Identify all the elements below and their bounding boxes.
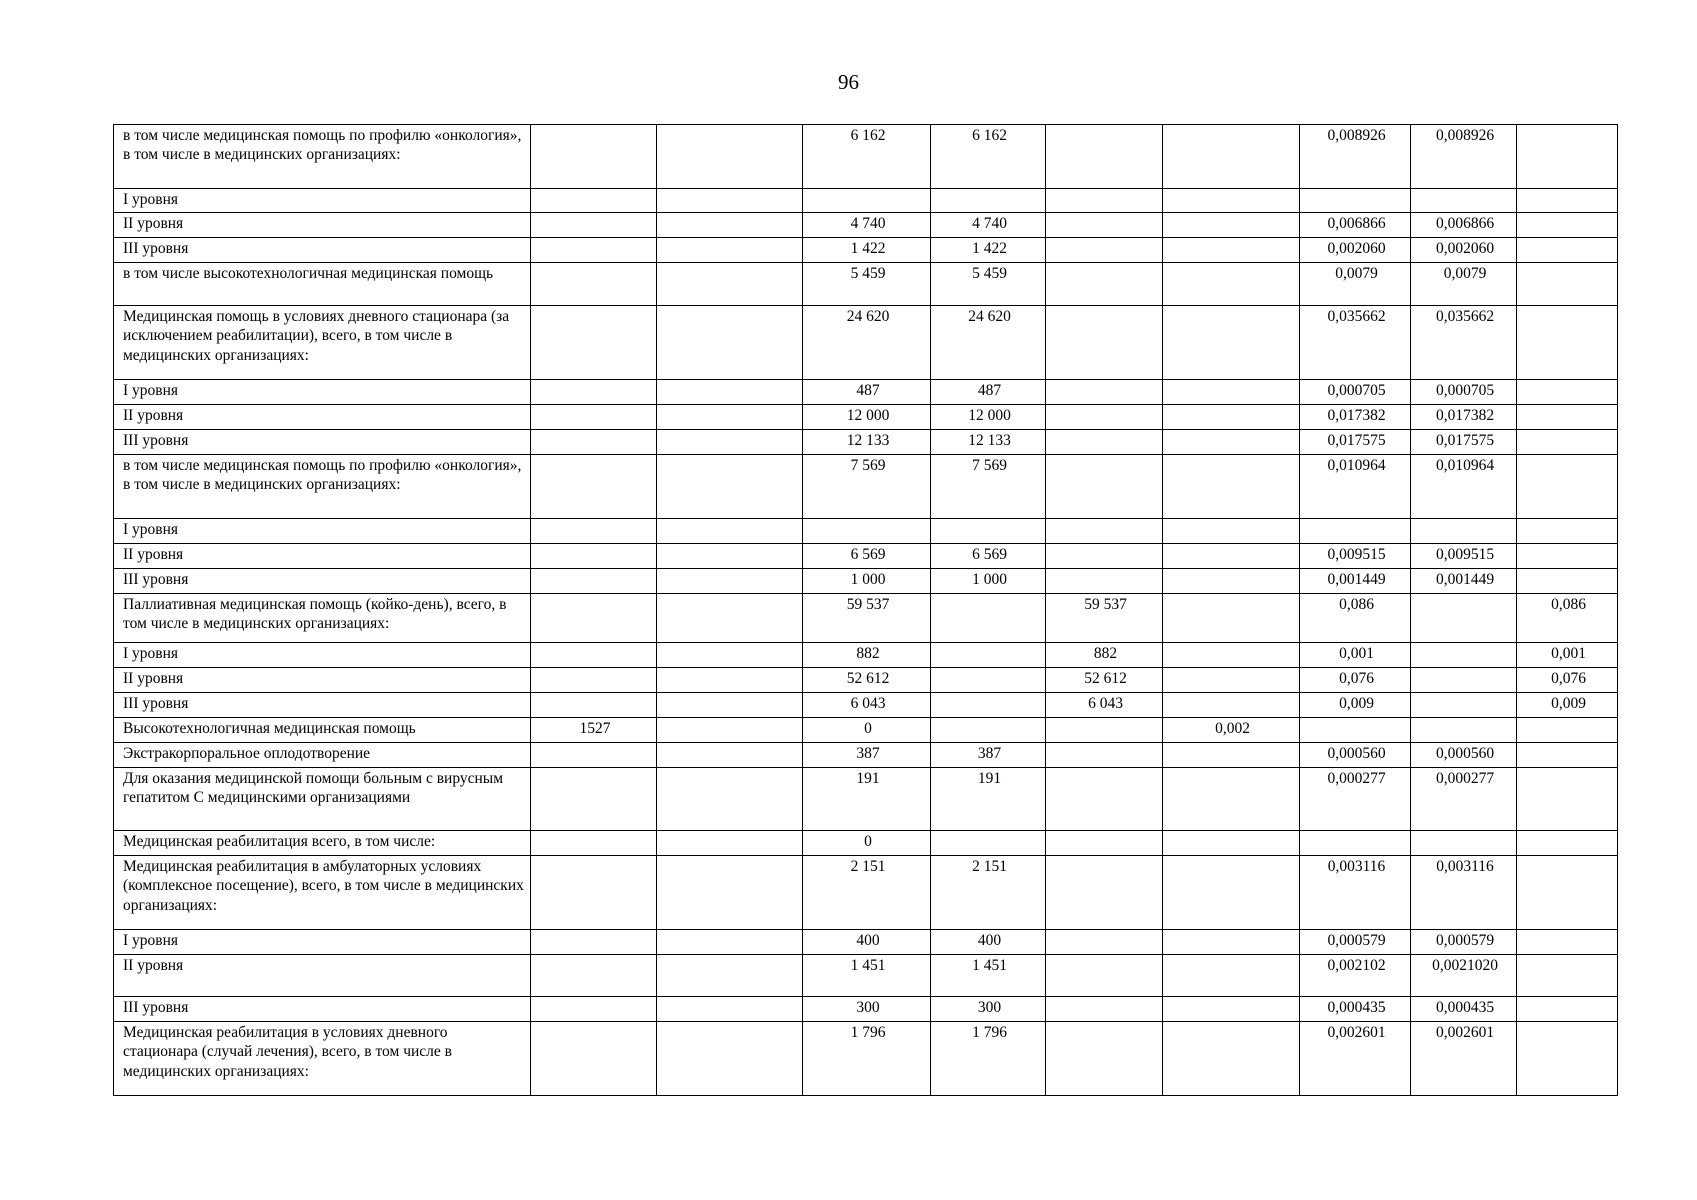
table-cell: 0,001 — [1300, 643, 1411, 668]
table-cell — [1046, 955, 1163, 997]
table-cell: 4 740 — [803, 213, 931, 238]
table-cell — [1517, 743, 1618, 768]
table-cell: 1 000 — [931, 569, 1046, 594]
table-cell — [531, 430, 657, 455]
table-cell — [531, 125, 657, 189]
table-cell: 0 — [803, 831, 931, 856]
table-cell: 400 — [931, 930, 1046, 955]
table-cell — [657, 955, 803, 997]
table-cell — [1163, 997, 1300, 1022]
table-cell — [1163, 544, 1300, 569]
table-cell — [1411, 189, 1517, 213]
table-cell: 2 151 — [803, 856, 931, 930]
table-cell — [1163, 306, 1300, 380]
table-cell — [657, 856, 803, 930]
row-label: I уровня — [114, 930, 531, 955]
table-row — [114, 693, 1618, 718]
table-cell — [1517, 569, 1618, 594]
table-cell — [1046, 831, 1163, 856]
table-cell — [1163, 955, 1300, 997]
row-label: III уровня — [114, 997, 531, 1022]
table-cell — [931, 831, 1046, 856]
table-cell — [1517, 405, 1618, 430]
table-cell — [1517, 238, 1618, 263]
table-row — [114, 668, 1618, 693]
table-cell: 882 — [1046, 643, 1163, 668]
table-row — [114, 569, 1618, 594]
table-cell — [1163, 856, 1300, 930]
table-cell — [931, 718, 1046, 743]
table-cell — [1517, 430, 1618, 455]
table-cell: 6 043 — [803, 693, 931, 718]
page-number: 96 — [838, 70, 859, 94]
row-label: Паллиативная медицинская помощь (койко-день), всего, в том числе в медицинских организациях: — [114, 594, 531, 643]
table-cell: 0,0079 — [1300, 263, 1411, 306]
table-cell: 0,002102 — [1300, 955, 1411, 997]
table-cell — [1163, 930, 1300, 955]
table-cell — [531, 1022, 657, 1096]
table-row — [114, 643, 1618, 668]
table-cell — [531, 997, 657, 1022]
table-cell — [1046, 544, 1163, 569]
table-cell: 0,000579 — [1300, 930, 1411, 955]
table-cell: 0,002060 — [1300, 238, 1411, 263]
table-row — [114, 213, 1618, 238]
table-cell — [657, 125, 803, 189]
table-row — [114, 430, 1618, 455]
row-label: III уровня — [114, 430, 531, 455]
table-cell: 0,000277 — [1300, 768, 1411, 831]
table-cell: 0,000277 — [1411, 768, 1517, 831]
table-cell: 0,076 — [1517, 668, 1618, 693]
table-row — [114, 594, 1618, 643]
table-cell: 2 151 — [931, 856, 1046, 930]
table-cell — [531, 768, 657, 831]
table-cell — [531, 743, 657, 768]
row-label: Для оказания медицинской помощи больным с вирусным гепатитом С медицинскими организациями — [114, 768, 531, 831]
table-row — [114, 768, 1618, 831]
table-cell — [1046, 380, 1163, 405]
table-cell — [1046, 569, 1163, 594]
table-cell — [531, 405, 657, 430]
table-cell — [1163, 455, 1300, 519]
table-cell — [657, 405, 803, 430]
table-cell — [531, 213, 657, 238]
table-cell — [1517, 213, 1618, 238]
table-row — [114, 519, 1618, 544]
table-cell — [1517, 380, 1618, 405]
table-cell — [1517, 718, 1618, 743]
row-label: I уровня — [114, 519, 531, 544]
table-cell: 0,009 — [1300, 693, 1411, 718]
table-cell: 0,002060 — [1411, 238, 1517, 263]
table-row — [114, 718, 1618, 743]
table-cell — [1046, 405, 1163, 430]
table-cell — [1163, 569, 1300, 594]
table-cell: 12 000 — [931, 405, 1046, 430]
table-cell: 6 569 — [931, 544, 1046, 569]
table-cell — [531, 455, 657, 519]
table-cell: 0,010964 — [1411, 455, 1517, 519]
table-cell: 0,017382 — [1300, 405, 1411, 430]
table-cell: 0,0021020 — [1411, 955, 1517, 997]
table-cell — [1046, 430, 1163, 455]
row-label: Высокотехнологичная медицинская помощь — [114, 718, 531, 743]
table-cell: 300 — [803, 997, 931, 1022]
table-cell: 0,035662 — [1300, 306, 1411, 380]
table-cell — [531, 668, 657, 693]
table-cell — [657, 306, 803, 380]
table-cell: 0,001 — [1517, 643, 1618, 668]
table-cell: 0,002 — [1163, 718, 1300, 743]
table-cell — [657, 238, 803, 263]
table-cell — [1163, 189, 1300, 213]
table-cell: 0,000579 — [1411, 930, 1517, 955]
table-cell: 59 537 — [803, 594, 931, 643]
table-cell — [657, 189, 803, 213]
table-cell: 0,008926 — [1300, 125, 1411, 189]
table-cell — [1163, 743, 1300, 768]
table-row — [114, 405, 1618, 430]
table-cell — [531, 238, 657, 263]
row-label: Медицинская реабилитация в условиях дневного стационара (случай лечения), всего, в том числе в медицинских организациях: — [114, 1022, 531, 1096]
table-cell — [1046, 997, 1163, 1022]
table-row — [114, 955, 1618, 997]
table-cell — [657, 743, 803, 768]
table-cell — [1046, 856, 1163, 930]
table-cell — [531, 955, 657, 997]
table-cell — [531, 856, 657, 930]
table-cell: 0,006866 — [1411, 213, 1517, 238]
table-cell — [1517, 544, 1618, 569]
row-label: в том числе высокотехнологичная медицинская помощь — [114, 263, 531, 306]
table-cell: 24 620 — [931, 306, 1046, 380]
table-cell: 0,086 — [1517, 594, 1618, 643]
row-label: I уровня — [114, 380, 531, 405]
table-cell: 0,0079 — [1411, 263, 1517, 306]
table-cell — [1163, 238, 1300, 263]
table-cell: 1 796 — [931, 1022, 1046, 1096]
row-label: в том числе медицинская помощь по профилю «онкология», в том числе в медицинских организациях: — [114, 125, 531, 189]
table-row — [114, 1022, 1618, 1096]
table-cell — [1517, 955, 1618, 997]
table-row — [114, 544, 1618, 569]
table-cell — [1046, 189, 1163, 213]
table-cell — [657, 693, 803, 718]
table-cell: 0,003116 — [1411, 856, 1517, 930]
table-cell: 0,002601 — [1300, 1022, 1411, 1096]
table-row — [114, 831, 1618, 856]
table-cell: 0,086 — [1300, 594, 1411, 643]
table-cell — [657, 668, 803, 693]
data-table — [113, 124, 1618, 1096]
table-cell — [531, 569, 657, 594]
row-label: III уровня — [114, 238, 531, 263]
table-cell: 1527 — [531, 718, 657, 743]
table-cell: 0,003116 — [1300, 856, 1411, 930]
table-cell — [657, 718, 803, 743]
table-cell — [1163, 594, 1300, 643]
row-label: II уровня — [114, 405, 531, 430]
table-cell: 6 569 — [803, 544, 931, 569]
table-cell: 0,009515 — [1300, 544, 1411, 569]
row-label: Медицинская помощь в условиях дневного стационара (за исключением реабилитации), всего, в том числе в медицинских организациях: — [114, 306, 531, 380]
table-cell — [1163, 668, 1300, 693]
table-cell — [1411, 643, 1517, 668]
row-label: Медицинская реабилитация всего, в том числе: — [114, 831, 531, 856]
table-cell — [1163, 831, 1300, 856]
table-row — [114, 306, 1618, 380]
table-cell — [657, 831, 803, 856]
table-cell — [1517, 930, 1618, 955]
table-row — [114, 189, 1618, 213]
table-cell — [1163, 405, 1300, 430]
table-cell — [657, 569, 803, 594]
table-cell — [657, 213, 803, 238]
table-cell — [1517, 455, 1618, 519]
table-cell: 0,009 — [1517, 693, 1618, 718]
table-cell: 6 162 — [803, 125, 931, 189]
table-cell — [1046, 519, 1163, 544]
table-cell — [1163, 213, 1300, 238]
table-cell — [1517, 519, 1618, 544]
table-cell: 7 569 — [803, 455, 931, 519]
table-cell — [531, 544, 657, 569]
table-row — [114, 380, 1618, 405]
table-cell: 0,000435 — [1411, 997, 1517, 1022]
table-cell — [531, 930, 657, 955]
table-cell — [803, 189, 931, 213]
table-cell — [1046, 125, 1163, 189]
row-label: I уровня — [114, 189, 531, 213]
table-cell: 0,000435 — [1300, 997, 1411, 1022]
table-cell: 0,017575 — [1300, 430, 1411, 455]
table-cell — [531, 189, 657, 213]
table-cell: 6 043 — [1046, 693, 1163, 718]
row-label: II уровня — [114, 955, 531, 997]
table-cell — [1517, 1022, 1618, 1096]
table-cell: 0,076 — [1300, 668, 1411, 693]
table-row — [114, 930, 1618, 955]
table-cell: 12 133 — [803, 430, 931, 455]
table-cell — [1517, 125, 1618, 189]
table-row — [114, 455, 1618, 519]
table-cell: 882 — [803, 643, 931, 668]
row-label: в том числе медицинская помощь по профилю «онкология», в том числе в медицинских организациях: — [114, 455, 531, 519]
row-label: I уровня — [114, 643, 531, 668]
table-cell: 0,000560 — [1300, 743, 1411, 768]
table-cell: 6 162 — [931, 125, 1046, 189]
table-cell — [531, 306, 657, 380]
table-cell — [1411, 594, 1517, 643]
table-cell — [1517, 263, 1618, 306]
table-cell — [931, 643, 1046, 668]
table-cell — [1411, 668, 1517, 693]
table-cell — [1300, 189, 1411, 213]
table-cell — [1046, 718, 1163, 743]
table-cell — [1300, 519, 1411, 544]
table-cell: 487 — [931, 380, 1046, 405]
row-label: II уровня — [114, 668, 531, 693]
table-cell — [1300, 718, 1411, 743]
table-cell — [531, 693, 657, 718]
table-cell — [803, 519, 931, 544]
table-cell: 5 459 — [931, 263, 1046, 306]
table-row — [114, 856, 1618, 930]
table-cell — [1517, 768, 1618, 831]
table-cell — [1046, 930, 1163, 955]
table-cell: 0,008926 — [1411, 125, 1517, 189]
table-cell — [1046, 213, 1163, 238]
table-cell — [531, 594, 657, 643]
table-row — [114, 743, 1618, 768]
table-cell: 52 612 — [803, 668, 931, 693]
table-cell — [1163, 693, 1300, 718]
table-cell: 5 459 — [803, 263, 931, 306]
table-body — [114, 125, 1618, 1096]
table-cell — [1163, 263, 1300, 306]
table-cell — [1163, 380, 1300, 405]
table-row — [114, 125, 1618, 189]
table-cell: 0,010964 — [1300, 455, 1411, 519]
table-cell: 387 — [931, 743, 1046, 768]
table-cell — [1046, 768, 1163, 831]
table-cell — [657, 544, 803, 569]
table-cell — [657, 768, 803, 831]
table-cell: 0,001449 — [1300, 569, 1411, 594]
table-cell — [1163, 643, 1300, 668]
table-cell: 0,001449 — [1411, 569, 1517, 594]
table-cell: 1 451 — [931, 955, 1046, 997]
row-label: III уровня — [114, 693, 531, 718]
table-cell: 12 000 — [803, 405, 931, 430]
table-cell — [1300, 831, 1411, 856]
table-cell: 0,006866 — [1300, 213, 1411, 238]
table-cell — [1517, 997, 1618, 1022]
table-row — [114, 997, 1618, 1022]
table-cell — [1046, 306, 1163, 380]
table-cell — [1517, 306, 1618, 380]
table-cell: 0,009515 — [1411, 544, 1517, 569]
table-cell — [1517, 189, 1618, 213]
table-cell: 1 422 — [931, 238, 1046, 263]
table-cell: 191 — [931, 768, 1046, 831]
table-cell — [931, 594, 1046, 643]
table-cell — [931, 668, 1046, 693]
row-label: Медицинская реабилитация в амбулаторных условиях (комплексное посещение), всего, в том числе в медицинских организациях: — [114, 856, 531, 930]
table-cell — [1411, 718, 1517, 743]
table-cell — [657, 263, 803, 306]
table-cell: 191 — [803, 768, 931, 831]
table-cell: 24 620 — [803, 306, 931, 380]
table-cell: 1 000 — [803, 569, 931, 594]
table-cell — [531, 519, 657, 544]
table-cell — [657, 997, 803, 1022]
table-cell — [1046, 1022, 1163, 1096]
table-cell: 0,000705 — [1411, 380, 1517, 405]
table-cell: 0,035662 — [1411, 306, 1517, 380]
table-cell — [1411, 519, 1517, 544]
table-cell: 0,000560 — [1411, 743, 1517, 768]
table-cell: 12 133 — [931, 430, 1046, 455]
table-cell — [657, 430, 803, 455]
table-cell — [531, 831, 657, 856]
table-row — [114, 263, 1618, 306]
table-cell — [531, 263, 657, 306]
table-cell — [1163, 125, 1300, 189]
table-cell: 400 — [803, 930, 931, 955]
table-cell: 487 — [803, 380, 931, 405]
row-label: II уровня — [114, 213, 531, 238]
table-cell: 1 796 — [803, 1022, 931, 1096]
table-row — [114, 238, 1618, 263]
table-cell — [931, 189, 1046, 213]
table-cell — [1163, 768, 1300, 831]
table-cell: 1 451 — [803, 955, 931, 997]
table-cell — [1046, 743, 1163, 768]
table-cell — [1411, 831, 1517, 856]
row-label: II уровня — [114, 544, 531, 569]
table-cell: 4 740 — [931, 213, 1046, 238]
table-cell: 52 612 — [1046, 668, 1163, 693]
table-cell: 0 — [803, 718, 931, 743]
table-cell: 300 — [931, 997, 1046, 1022]
table-cell: 387 — [803, 743, 931, 768]
row-label: III уровня — [114, 569, 531, 594]
table-cell: 1 422 — [803, 238, 931, 263]
table-cell — [1163, 1022, 1300, 1096]
table-cell — [657, 594, 803, 643]
table-cell: 7 569 — [931, 455, 1046, 519]
table-cell — [657, 643, 803, 668]
table-cell — [657, 1022, 803, 1096]
table-cell — [1517, 831, 1618, 856]
table-cell — [1046, 455, 1163, 519]
table-cell — [1046, 238, 1163, 263]
table-cell: 0,000705 — [1300, 380, 1411, 405]
table-cell — [657, 930, 803, 955]
table-cell — [657, 519, 803, 544]
table-cell — [931, 693, 1046, 718]
table-cell: 59 537 — [1046, 594, 1163, 643]
table-cell — [657, 455, 803, 519]
table-cell — [531, 380, 657, 405]
table-cell — [931, 519, 1046, 544]
table-cell: 0,017382 — [1411, 405, 1517, 430]
table-cell — [657, 380, 803, 405]
table-cell — [1517, 856, 1618, 930]
row-label: Экстракорпоральное оплодотворение — [114, 743, 531, 768]
table-cell: 0,002601 — [1411, 1022, 1517, 1096]
table-cell — [1163, 519, 1300, 544]
table-cell — [1411, 693, 1517, 718]
table-cell — [531, 643, 657, 668]
table-cell — [1046, 263, 1163, 306]
table-cell — [1163, 430, 1300, 455]
table-cell: 0,017575 — [1411, 430, 1517, 455]
